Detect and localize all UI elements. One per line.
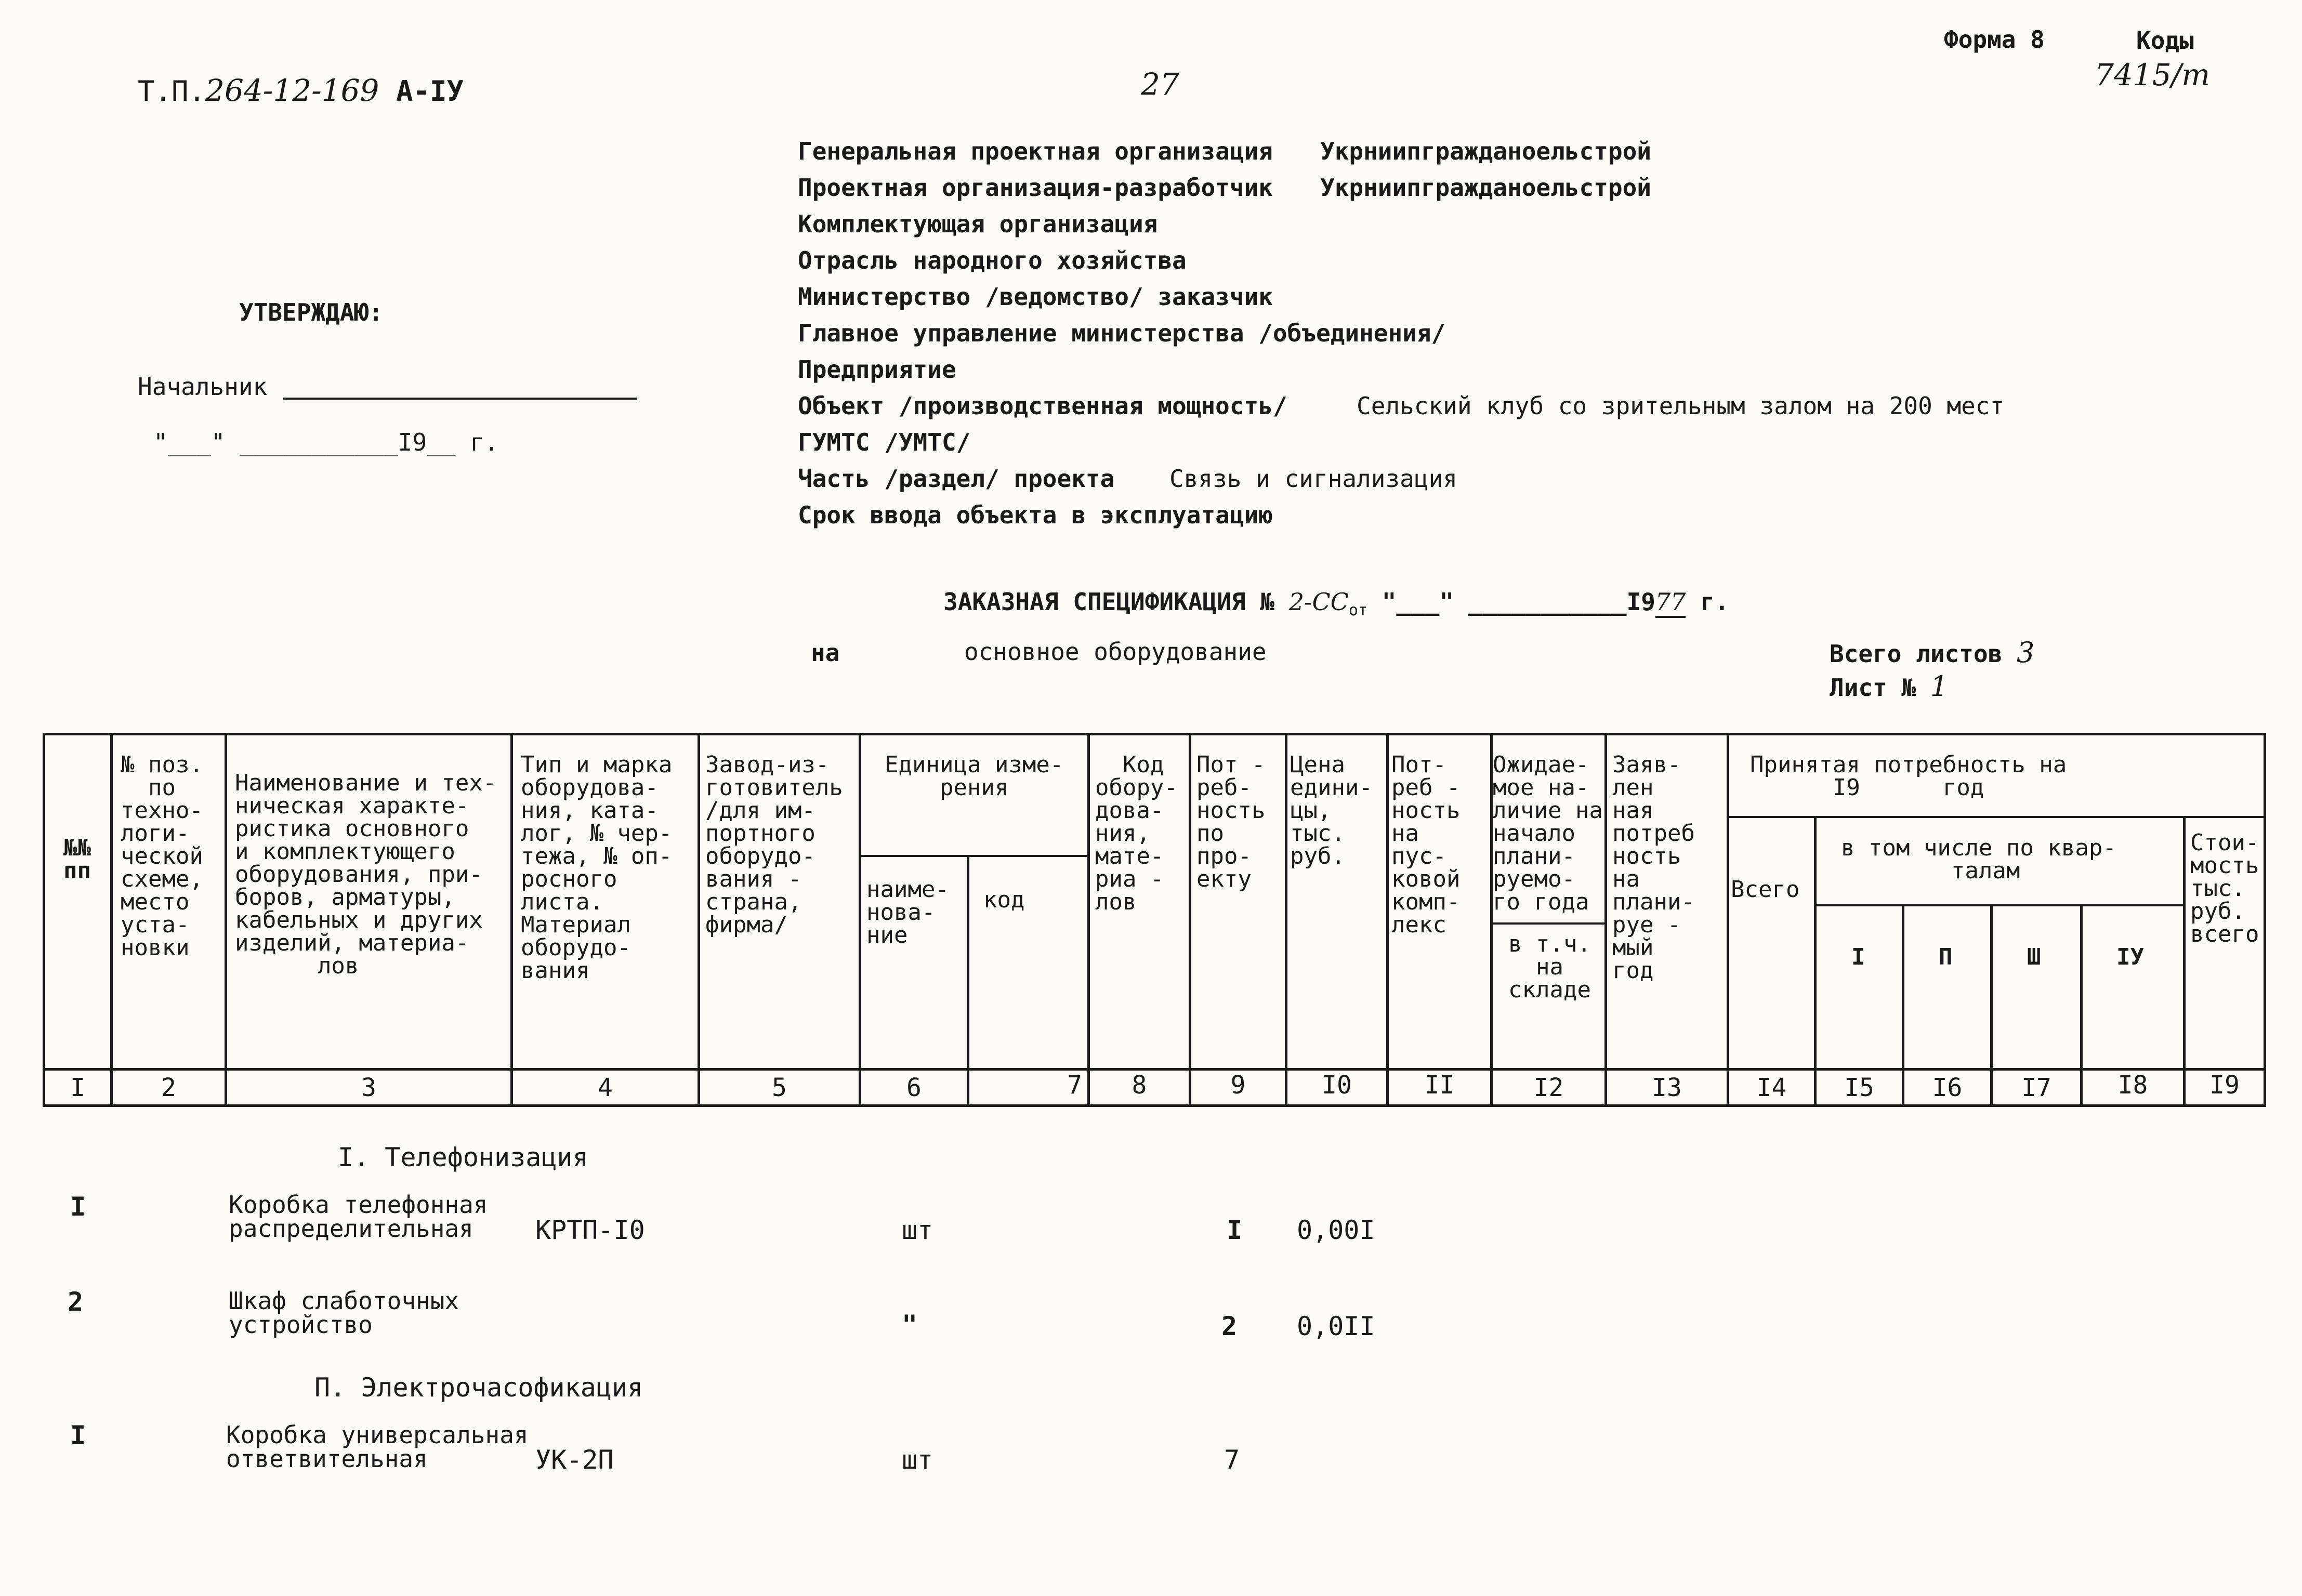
org-info-row (798, 502, 1445, 538)
org-info-row (798, 320, 1445, 356)
col-divider (859, 733, 861, 1107)
column-number: I3 (1652, 1073, 1682, 1102)
header-c13: Заяв- лен ная потреб ность на плани- руе - мый год (1612, 751, 1695, 984)
column-number: 9 (1230, 1071, 1246, 1100)
approval-date: "___" ___________I9__ г. (153, 428, 499, 456)
header-c3: Наименование и тех- ническая характе- ристика основного и комплектующего оборудования, при- боров, арматуры, кабельных и других изделий, материа- лов (235, 770, 497, 979)
col-divider (1087, 733, 1090, 1107)
org-info-value: Укрниипгражданоельстрой (1320, 174, 1651, 202)
spec-subject: основное оборудование (964, 638, 1267, 666)
item-qty: I (1227, 1215, 1243, 1245)
col-divider (225, 733, 227, 1107)
org-info-value: Связь и сигнализация (1169, 465, 1457, 493)
item-price: 0,0II (1297, 1311, 1375, 1341)
item-number: 2 (68, 1287, 84, 1317)
column-number: 3 (361, 1073, 376, 1102)
org-info-row (798, 283, 1445, 320)
org-info-row (798, 174, 1651, 210)
header-c6: наиме- нова- ние (866, 876, 949, 948)
org-info-label: Объект /производственная мощность/ (798, 392, 1287, 420)
column-number: 8 (1132, 1071, 1147, 1100)
chief-signature-line (283, 398, 637, 400)
org-info-label: Отрасль народного хозяйства (798, 246, 1187, 274)
section-title: I. Телефонизация (338, 1142, 588, 1172)
table-border-right (2264, 733, 2266, 1107)
col-divider (967, 855, 969, 1107)
org-info-label: ГУМТС /УМТС/ (798, 428, 971, 456)
org-info-label: Генеральная проектная организация (798, 137, 1273, 165)
column-number: I5 (1844, 1073, 1874, 1102)
specification-table (43, 733, 2266, 1107)
col-divider (698, 733, 700, 1107)
org-info-row (798, 465, 1457, 502)
header-c9: Пот - реб- ность по про- екту (1196, 751, 1266, 892)
spec-number-sub: от (1348, 601, 1368, 620)
item-type: КРТП-I0 (535, 1215, 645, 1245)
unit-subheader-line (859, 855, 1087, 857)
org-info-row (798, 247, 1445, 283)
item-name: Коробка телефонная распределительная (229, 1191, 488, 1243)
spec-title-prefix: ЗАКАЗНАЯ СПЕЦИФИКАЦИЯ № (943, 588, 1274, 616)
org-info-label: Комплектующая организация (798, 210, 1158, 238)
spec-date: "___" ___________I9 (1382, 588, 1655, 616)
item-number: I (70, 1192, 86, 1222)
col-divider (1814, 816, 1817, 1107)
table-border-left (43, 733, 45, 1107)
item-qty: 7 (1224, 1445, 1240, 1475)
header-c7: код (983, 887, 1025, 913)
header-c8: Код обору- дова- ния, мате- риа - лов (1095, 751, 1178, 915)
item-number: I (70, 1420, 86, 1450)
column-number: I9 (2209, 1071, 2240, 1100)
header-c17: Ш (2027, 944, 2041, 970)
total-sheets (1830, 637, 2034, 669)
header-c10: Цена едини- цы, тыс. руб. (1290, 751, 1373, 869)
org-info-value: Укрниипгражданоельстрой (1320, 137, 1651, 165)
chief-label: Начальник (138, 373, 268, 401)
header-c5: Завод-из- готовитель /для им- портного оборудо- вания - страна, фирма/ (705, 751, 843, 938)
header-c12: Ожидае- мое на- личие на начало плани- руемо- го года (1493, 751, 1603, 915)
column-number: I8 (2117, 1071, 2148, 1100)
org-info-row (798, 210, 1445, 247)
sheet-number (1830, 670, 1948, 703)
spec-number: 2-СС (1288, 588, 1349, 616)
column-number: I4 (1756, 1073, 1787, 1102)
column-number: 4 (598, 1073, 613, 1102)
quarters-subheader-line (1814, 904, 2183, 906)
column-number: II (1424, 1071, 1455, 1100)
org-info-label: Часть /раздел/ проекта (798, 465, 1115, 493)
tp-suffix: А-IУ (396, 75, 464, 108)
column-number: I0 (1322, 1071, 1352, 1100)
org-info-row (798, 137, 1651, 174)
sheet-label: Лист № (1830, 674, 1916, 702)
org-info-label: Предприятие (798, 355, 956, 384)
header-c15: I (1851, 944, 1865, 970)
col-divider (110, 733, 113, 1107)
header-c16: П (1939, 944, 1953, 970)
header-c14: Всего (1731, 876, 1800, 903)
column-number: 7 (1067, 1071, 1082, 1100)
org-info-label: Министерство /ведомство/ заказчик (798, 283, 1273, 311)
header-c14-19: Принятая потребность на I9 год (1750, 751, 2067, 801)
header-c19: Стои- мость тыс. руб. всего (2190, 829, 2259, 947)
spec-year-suffix: г. (1700, 588, 1729, 616)
org-info-row (798, 392, 2005, 429)
col-divider (2183, 816, 2186, 1107)
header-c11: Пот- реб - ность на пус- ковой комп- лекс (1391, 751, 1461, 938)
org-info-label: Проектная организация-разработчик (798, 174, 1273, 202)
table-border-bottom (43, 1104, 2266, 1107)
org-info (798, 137, 2005, 538)
column-number: I6 (1932, 1073, 1963, 1102)
header-c6-7: Единица изме- рения (885, 751, 1064, 801)
total-sheets-value: 3 (2017, 636, 2035, 669)
org-info-label: Главное управление министерства /объединения/ (798, 319, 1446, 347)
org-info-label: Срок ввода объекта в эксплуатацию (798, 501, 1273, 529)
header-c1: №№ пп (63, 835, 91, 884)
col-divider (1386, 733, 1389, 1107)
org-info-row (798, 356, 1445, 392)
section-title: П. Электрочасофикация (314, 1373, 643, 1403)
item-type: УК-2П (535, 1445, 614, 1475)
column-number: I (70, 1073, 85, 1102)
codes-label: Коды (2136, 27, 2194, 55)
col-divider (1285, 733, 1287, 1107)
approval-title: УТВЕРЖДАЮ: (239, 298, 383, 326)
c12-subheader-line (1490, 922, 1604, 925)
item-name: Шкаф слаботочных устройство (229, 1287, 459, 1339)
header-c12b: в т.ч. на складе (1508, 931, 1591, 1003)
column-number: 6 (906, 1073, 922, 1102)
header-c2: № поз. по техно- логи- ческой схеме, место уста- новки (121, 751, 203, 961)
spec-on-label: на (811, 639, 840, 667)
item-unit: шт (902, 1215, 933, 1245)
col-divider (510, 733, 513, 1107)
header-c4: Тип и марка оборудова- ния, ката- лог, № чер- тежа, № оп- росного листа. Материал оборудо- вания (521, 751, 673, 984)
total-sheets-label: Всего листов (1830, 640, 2003, 668)
table-border-top (43, 733, 2266, 735)
item-unit: " (902, 1310, 918, 1340)
org-info-row (798, 429, 1445, 465)
item-name: Коробка универсальная ответвительная (226, 1421, 529, 1473)
col-divider (1189, 733, 1191, 1107)
header-c18: IУ (2116, 944, 2144, 970)
form-label: Форма 8 (1944, 25, 2045, 54)
page-number: 27 (1141, 67, 1179, 102)
tp-prefix: Т.П. (138, 75, 206, 108)
column-number: I2 (1533, 1073, 1564, 1102)
org-info-value: Сельский клуб со зрительным залом на 200 мест (1357, 392, 2005, 420)
spec-year: 77 (1655, 588, 1686, 618)
column-number: 2 (161, 1073, 176, 1102)
item-price: 0,00I (1297, 1215, 1375, 1245)
col-divider (1727, 733, 1729, 1107)
codes-value: 7415/m (2095, 57, 2211, 93)
sheet-number-value: 1 (1930, 670, 1949, 703)
column-number: 5 (772, 1073, 787, 1102)
tp-designation (138, 73, 464, 108)
col-divider (1604, 733, 1607, 1107)
tp-number: 264-12-169 (205, 73, 379, 108)
item-unit: шт (902, 1445, 933, 1475)
spec-title (943, 588, 1729, 620)
header-c15-18: в том числе по квар- талам (1841, 835, 2116, 884)
column-number: I7 (2021, 1073, 2051, 1102)
item-qty: 2 (1221, 1311, 1238, 1341)
